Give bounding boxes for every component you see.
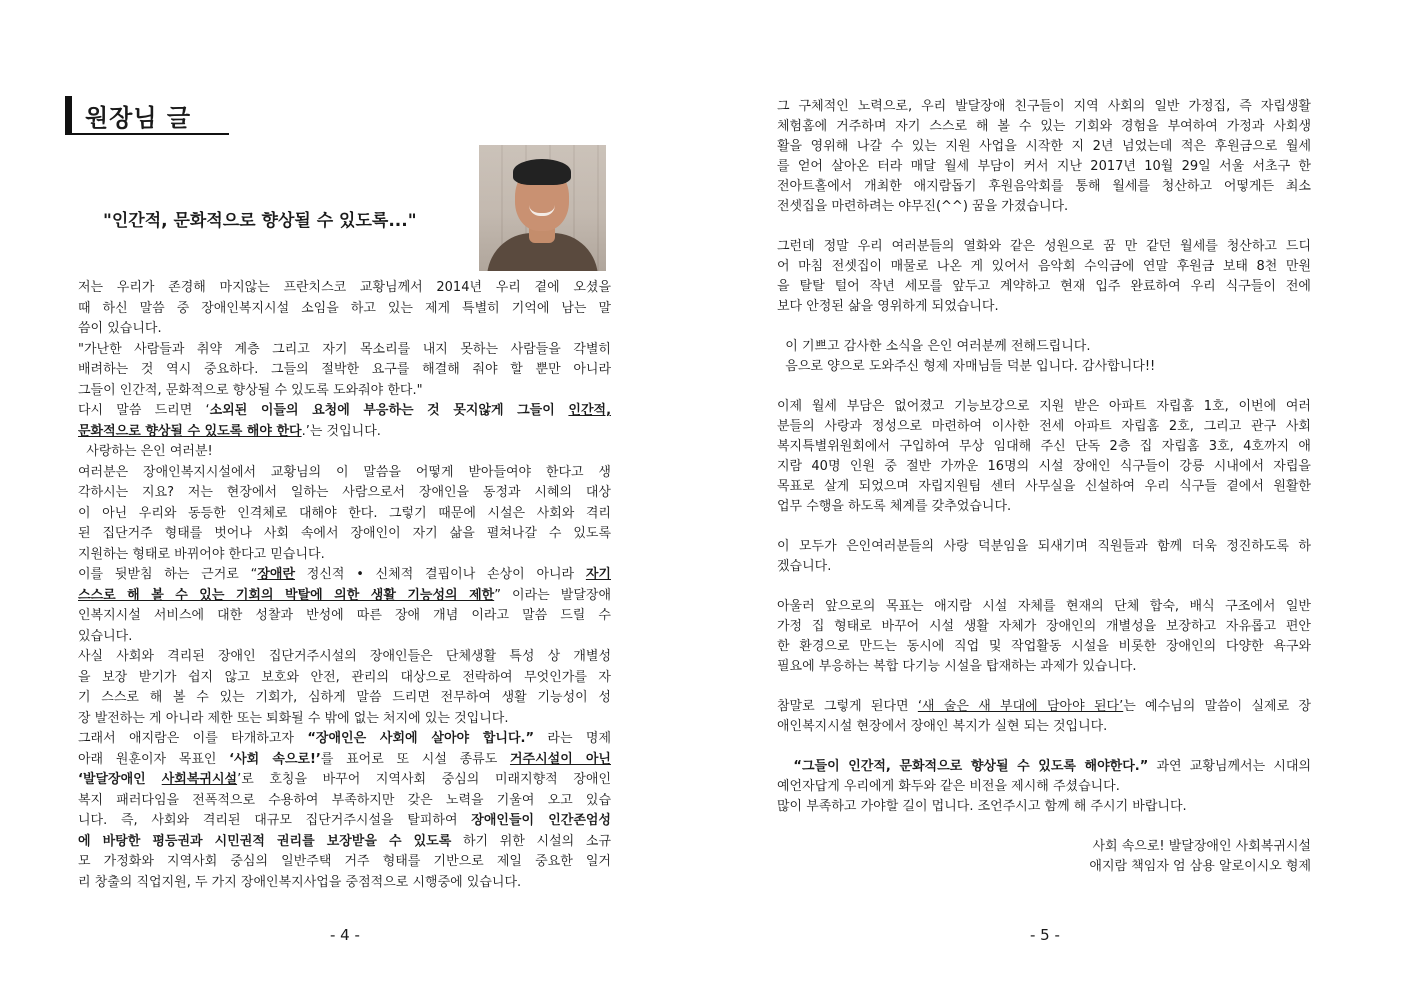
text-line: ‘발달장애인 사회복귀시설’로 호칭을 바꾸어 지역사회 중심의 미래지향적 장애인 [78,772,611,787]
text-line: 그들이 인간적, 문화적으로 향상될 수 있도록 도와줘야 한다." [78,382,423,398]
signature-line: 애지람 책임자 엄 삼용 알로이시오 형제 [1089,859,1311,874]
text-line: 필요에 부응하는 복합 다기능 시설을 탑재하는 과제가 있습니다. [777,659,1137,674]
page-number: - 5 - [1030,926,1060,944]
text-line: 저는 우리가 존경해 마지않는 프란치스코 교황님께서 2014년 우리 곁에 오셨을 [78,280,611,295]
text-line: 각하시는 지요? 저는 현장에서 일하는 사람으로서 장애인을 동정과 시혜의 대상 [78,485,611,500]
text-line: 많이 부족하고 가야할 길이 멉니다. 조언주시고 함께 해 주시기 바랍니다. [777,799,1187,814]
text-line: 참말로 그렇게 된다면 ‘새 술은 새 부대에 담아야 된다’는 예수님의 말씀이 실제로 장 [777,699,1311,714]
text-line: 이 아닌 우리와 동등한 인격체로 대해야 한다. 그렇기 때문에 시설은 사회와 격리 [78,505,611,521]
text-line: 그런데 정말 우리 여러분들의 열화와 같은 성원으로 꿈 만 같던 월세를 청산하고 드디 [777,239,1311,254]
text-line: 목표로 살게 되었으며 자립지원팀 센터 사무실을 신설하여 우리 식구들 곁에서 원활한 [777,479,1311,494]
text-line: 된 집단거주 형태를 벗어나 사회 속에서 장애인이 자기 삶을 펼쳐나갈 수 있도록 [78,526,611,541]
text-line: 씀이 있습니다. [78,321,162,336]
text-line: 전아트홀에서 개최한 애지람돕기 후원음악회를 통해 월세를 청산하고 어떻게든 최소 [777,179,1311,194]
text-line: 그래서 애지람은 이를 타개하고자 “장애인은 사회에 살아야 합니다.” 라는 명제 [78,731,611,746]
text-line: 을 보장 받기가 쉽지 않고 보호와 안전, 관리의 대상으로 전락하여 무엇인가를 자 [78,669,611,685]
text-line: 예언자답게 우리에게 화두와 같은 비전을 제시해 주셨습니다. [777,779,1120,794]
text-line: 복지 패러다임을 전폭적으로 수용하여 부족하지만 갖은 노력을 기울여 오고 있습 [78,792,611,808]
text-line: 지람 40명 인원 중 절반 가까운 16명의 시설 장애인 식구들이 강릉 시내에서 자립을 [777,459,1311,474]
text-line: 장 발전하는 게 아니라 제한 또는 퇴화될 수 밖에 없는 처지에 있는 것입니다. [78,710,509,726]
text-line: 전셋집을 마련하려는 야무진(^^) 꿈을 가졌습니다. [777,199,1069,214]
text-line: 이제 월세 부담은 없어졌고 기능보강으로 지원 받은 아파트 자립홈 1호, 이번에 여러 [777,399,1311,414]
text-line: 업무 수행을 하도록 체계를 갖추었습니다. [777,499,1012,514]
quote-title: "인간적, 문화적으로 향상될 수 있도록..." [103,211,417,231]
text-line: "가난한 사람들과 취약 계층 그리고 자기 목소리를 내지 못하는 사람들을 각별히 [78,341,611,357]
text-line: 가정 집 형태로 바꾸어 시설 생활 자체가 장애인의 개별성을 보장하고 자유롭고 편안 [777,619,1311,634]
text-line: 다시 말씀 드리면 ‘소외된 이들의 요청에 부응하는 것 못지않게 그들이 인간적, [78,403,611,418]
text-line: 겠습니다. [777,559,832,574]
text-line: 인복지시설 서비스에 대한 성찰과 반성에 따른 장애 개념 이라고 말씀 드릴 수 [78,608,611,623]
text-line: 이 모두가 은인여러분들의 사랑 덕분임을 되새기며 직원들과 함께 더욱 정진하도록 하 [777,539,1311,554]
text-line: 스스로 해 볼 수 있는 기회의 박탈에 의한 생활 기능성의 제한” 이라는 발달장애 [78,587,611,603]
text-line: 배려하는 것 역시 중요하다. 그들의 절박한 요구를 해결해 줘야 할 뿐만 아니라 [78,362,611,377]
text-line: 이 기쁘고 감사한 소식을 은인 여러분께 전해드립니다. [777,339,1091,354]
text-line: 한 환경으로 만드는 동시에 직업 및 작업활동 시설을 비롯한 장애인의 다양한 욕구와 [777,639,1311,654]
text-line: 을 탈탈 털어 작년 세모를 앞두고 계약하고 현재 입주 완료하여 우리 식구들이 전에 [777,279,1311,294]
text-line: 에 바탕한 평등권과 시민권적 권리를 보장받을 수 있도록 하기 위한 시설의 소규 [78,833,611,849]
text-line: 여러분은 장애인복지시설에서 교황님의 이 말씀을 어떻게 받아들여야 한다고 생 [78,464,611,480]
text-line: 사실 사회와 격리된 장애인 집단거주시설의 장애인들은 단체생활 특성 상 개별성 [78,649,611,664]
text-line: 음으로 양으로 도와주신 형제 자매님들 덕분 입니다. 감사합니다!! [777,359,1156,374]
text-line: 아래 원훈이자 목표인 ‘사회 속으로!’를 표어로 또 시설 종류도 거주시설이 아닌 [78,751,611,767]
text-line: 문화적으로 향상될 수 있도록 해야 한다.’는 것입니다. [78,423,381,439]
text-line: 체험홈에 거주하며 자기 스스로 해 볼 수 있는 기회와 경험을 부여하여 가정과 사회생 [777,119,1311,134]
text-line: 활을 영위해 나갈 수 있는 지원 사업을 시작한 지 2년 넘었는데 적은 후원금으로 월세 [777,139,1311,154]
text-line: 사랑하는 은인 여러분! [78,444,213,459]
text-line: 를 얻어 살아온 터라 매달 월세 부담이 커서 지난 2017년 10월 29일 서울 서초구 한 [777,159,1311,174]
page-number: - 4 - [330,926,360,944]
section-title: 원장님 글 [85,104,192,132]
text-line: 있습니다. [78,628,133,644]
signature-line: 사회 속으로! 발달장애인 사회복귀시설 [1092,839,1311,854]
text-line: 니다. 즉, 사회와 격리된 대규모 집단거주시설을 탈피하여 장애인들이 인간존엄성 [78,813,611,828]
text-line: 리 창출의 직업지원, 두 가지 장애인복지사업을 중점적으로 시행중에 있습니다. [78,874,522,890]
text-line: 아울러 앞으로의 목표는 애지람 시설 자체를 현재의 단체 합숙, 배식 구조에서 일반 [777,599,1311,614]
text-line: 모 가정화와 지역사회 중심의 일반주택 거주 형태를 기반으로 제일 중요한 일거 [78,854,611,869]
text-line: 기 스스로 해 볼 수 있는 기회가, 심하게 말씀 드리면 전무하여 생활 기능성이 성 [78,690,611,705]
text-line: 그 구체적인 노력으로, 우리 발달장애 친구들이 지역 사회의 일반 가정집, 즉 자립생활 [777,99,1311,114]
text-line: 분들의 사랑과 정성으로 마련하여 이사한 전세 아파트 자립홈 2호, 그리고 관구 사회 [777,419,1311,434]
text-line: 어 마침 전셋집이 매물로 나온 게 있어서 음악회 수익금에 연말 후원금 보태 8천 만원 [777,259,1311,274]
text-line: 이를 뒷받침 하는 근거로 “장애란 정신적 • 신체적 결핍이나 손상이 아니라 자기 [78,567,611,582]
text-line: 복지특별위원회에서 구입하여 무상 임대해 주신 단독 2층 집 자립홈 3호, 4호까지 애 [777,439,1311,454]
text-line: 지원하는 형태로 바뀌어야 한다고 믿습니다. [78,546,325,562]
text-line: 보다 안정된 삶을 영위하게 되었습니다. [777,299,999,314]
text-line: 애인복지시설 현장에서 장애인 복지가 실현 되는 것입니다. [777,719,1108,734]
right-body [777,97,1311,877]
text-line: 때 하신 말씀 중 장애인복지시설 소임을 하고 있는 제게 특별히 기억에 남는 말 [78,300,611,316]
text-line: “그들이 인간적, 문화적으로 향상될 수 있도록 해야한다.” 과연 교황님께서는 시대의 [793,759,1311,774]
